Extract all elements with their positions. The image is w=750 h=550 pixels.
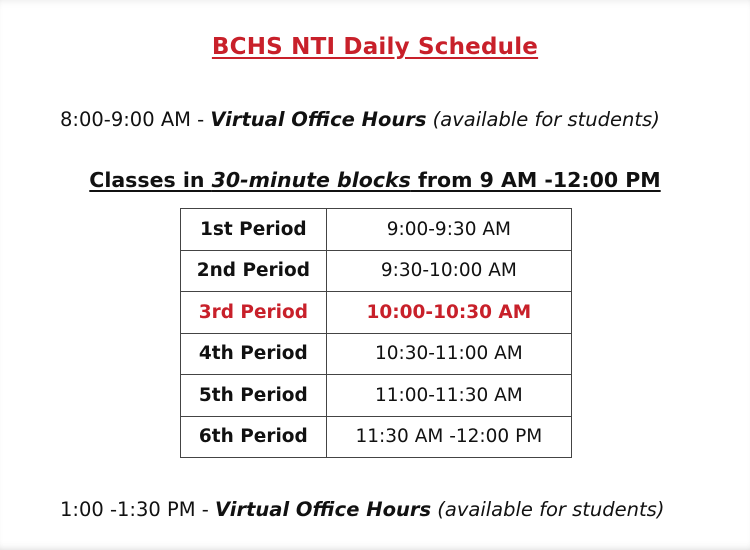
schedule-row xyxy=(181,209,572,251)
classes-heading xyxy=(0,168,750,192)
afternoon-office-hours-label: Virtual Office Hours xyxy=(215,498,432,521)
time-cell: 11:30 AM -12:00 PM xyxy=(326,416,571,458)
time-cell: 9:00-9:30 AM xyxy=(326,209,571,251)
schedule-row xyxy=(181,333,572,375)
period-cell: 4th Period xyxy=(181,333,327,375)
time-cell: 9:30-10:00 AM xyxy=(326,250,571,292)
morning-office-hours-label: Virtual Office Hours xyxy=(210,108,427,131)
morning-office-hours-time: 8:00-9:00 AM - xyxy=(60,108,211,131)
time-cell: 10:00-10:30 AM xyxy=(326,292,571,334)
period-cell: 5th Period xyxy=(181,375,327,417)
classes-heading-emphasis: 30-minute blocks xyxy=(211,168,411,192)
period-cell: 6th Period xyxy=(181,416,327,458)
morning-office-hours-note: (available for students) xyxy=(426,108,660,131)
period-cell: 2nd Period xyxy=(181,250,327,292)
page-title: BCHS NTI Daily Schedule xyxy=(211,34,539,60)
schedule-row xyxy=(181,375,572,417)
schedule-table xyxy=(180,208,572,458)
schedule-row xyxy=(181,416,572,458)
afternoon-office-hours xyxy=(60,498,664,521)
afternoon-office-hours-time: 1:00 -1:30 PM - xyxy=(60,498,216,521)
afternoon-office-hours-note: (available for students) xyxy=(431,498,665,521)
classes-heading-suffix: from 9 AM -12:00 PM xyxy=(410,168,661,192)
schedule-row xyxy=(181,250,572,292)
time-cell: 10:30-11:00 AM xyxy=(326,333,571,375)
morning-office-hours xyxy=(60,108,660,131)
period-cell: 1st Period xyxy=(181,209,327,251)
period-cell: 3rd Period xyxy=(181,292,327,334)
time-cell: 11:00-11:30 AM xyxy=(326,375,571,417)
classes-heading-prefix: Classes in xyxy=(89,168,212,192)
schedule-row-highlighted xyxy=(181,292,572,334)
